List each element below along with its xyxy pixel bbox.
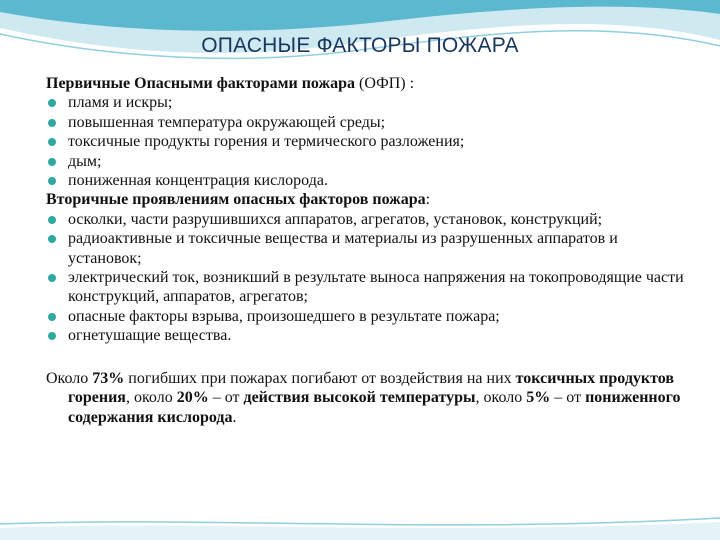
list-item-text: пониженная концентрация кислорода. [68, 172, 328, 190]
list-item [46, 152, 686, 171]
summary-text: , около [475, 389, 527, 407]
summary-percent-toxic: 73% [92, 369, 125, 387]
list-item [46, 132, 686, 151]
secondary-heading-bold: Вторичные проявлениям опасных факторов пожара [46, 191, 426, 209]
summary-percent-heat: 20% [176, 389, 209, 407]
bullet-icon [48, 138, 56, 146]
summary-cause-heat: действия высокой температуры [243, 389, 476, 407]
list-item [46, 171, 686, 190]
list-item-text: электрический ток, возникший в результате выноса напряжения на токопроводящие части конструкций, аппаратов, агрегатов; [68, 269, 684, 306]
list-item-text: пламя и искры; [68, 94, 173, 112]
bullet-icon [48, 119, 56, 127]
bullet-icon [48, 313, 56, 321]
bullet-icon [48, 216, 56, 224]
summary-text: погибших при пожарах погибают от воздействия на них [124, 369, 516, 387]
secondary-list [46, 210, 686, 346]
summary-text: – от [208, 389, 244, 407]
summary-paragraph [46, 369, 686, 427]
list-item-text: опасные факторы взрыва, произошедшего в результате пожара; [68, 307, 500, 325]
list-item [46, 229, 686, 268]
primary-list [46, 93, 686, 190]
slide-content [46, 74, 686, 427]
list-item [46, 268, 686, 307]
bullet-icon [48, 274, 56, 282]
list-item [46, 307, 686, 326]
summary-cause-toxic: токсичных продуктов горения [68, 369, 675, 407]
summary-text: . [232, 408, 237, 426]
list-item-text: огнетушащие вещества. [68, 327, 232, 345]
primary-heading [46, 74, 686, 93]
primary-heading-rest: (ОФП) : [355, 75, 415, 92]
list-item-text: повышенная температура окружающей среды; [68, 113, 386, 131]
summary-text: , около [125, 389, 177, 407]
summary-cause-oxygen: пониженного содержания кислорода [68, 389, 681, 426]
list-item [46, 93, 686, 112]
primary-heading-bold: Первичные Опасными факторами пожара [46, 75, 356, 92]
list-item [46, 113, 686, 132]
slide-title: ОПАСНЫЕ ФАКТОРЫ ПОЖАРА [201, 34, 519, 57]
bullet-icon [48, 158, 56, 166]
summary-percent-oxygen: 5% [526, 389, 551, 407]
summary-text: – от [550, 389, 586, 407]
bullet-icon [48, 99, 56, 107]
bullet-icon [48, 177, 56, 185]
secondary-heading-rest: : [425, 191, 431, 209]
list-item-text: радиоактивные и токсичные вещества и материалы из разрушенных аппаратов и установок; [68, 230, 618, 267]
bullet-icon [48, 332, 56, 340]
bullet-icon [48, 235, 56, 243]
list-item-text: дым; [68, 152, 102, 170]
list-item-text: токсичные продукты горения и термического разложения; [68, 133, 465, 151]
list-item [46, 210, 686, 229]
list-item-text: осколки, части разрушившихся аппаратов, агрегатов, установок, конструкций; [68, 210, 603, 228]
secondary-heading [46, 190, 686, 209]
summary-text: Около [46, 369, 93, 387]
list-item [46, 326, 686, 345]
